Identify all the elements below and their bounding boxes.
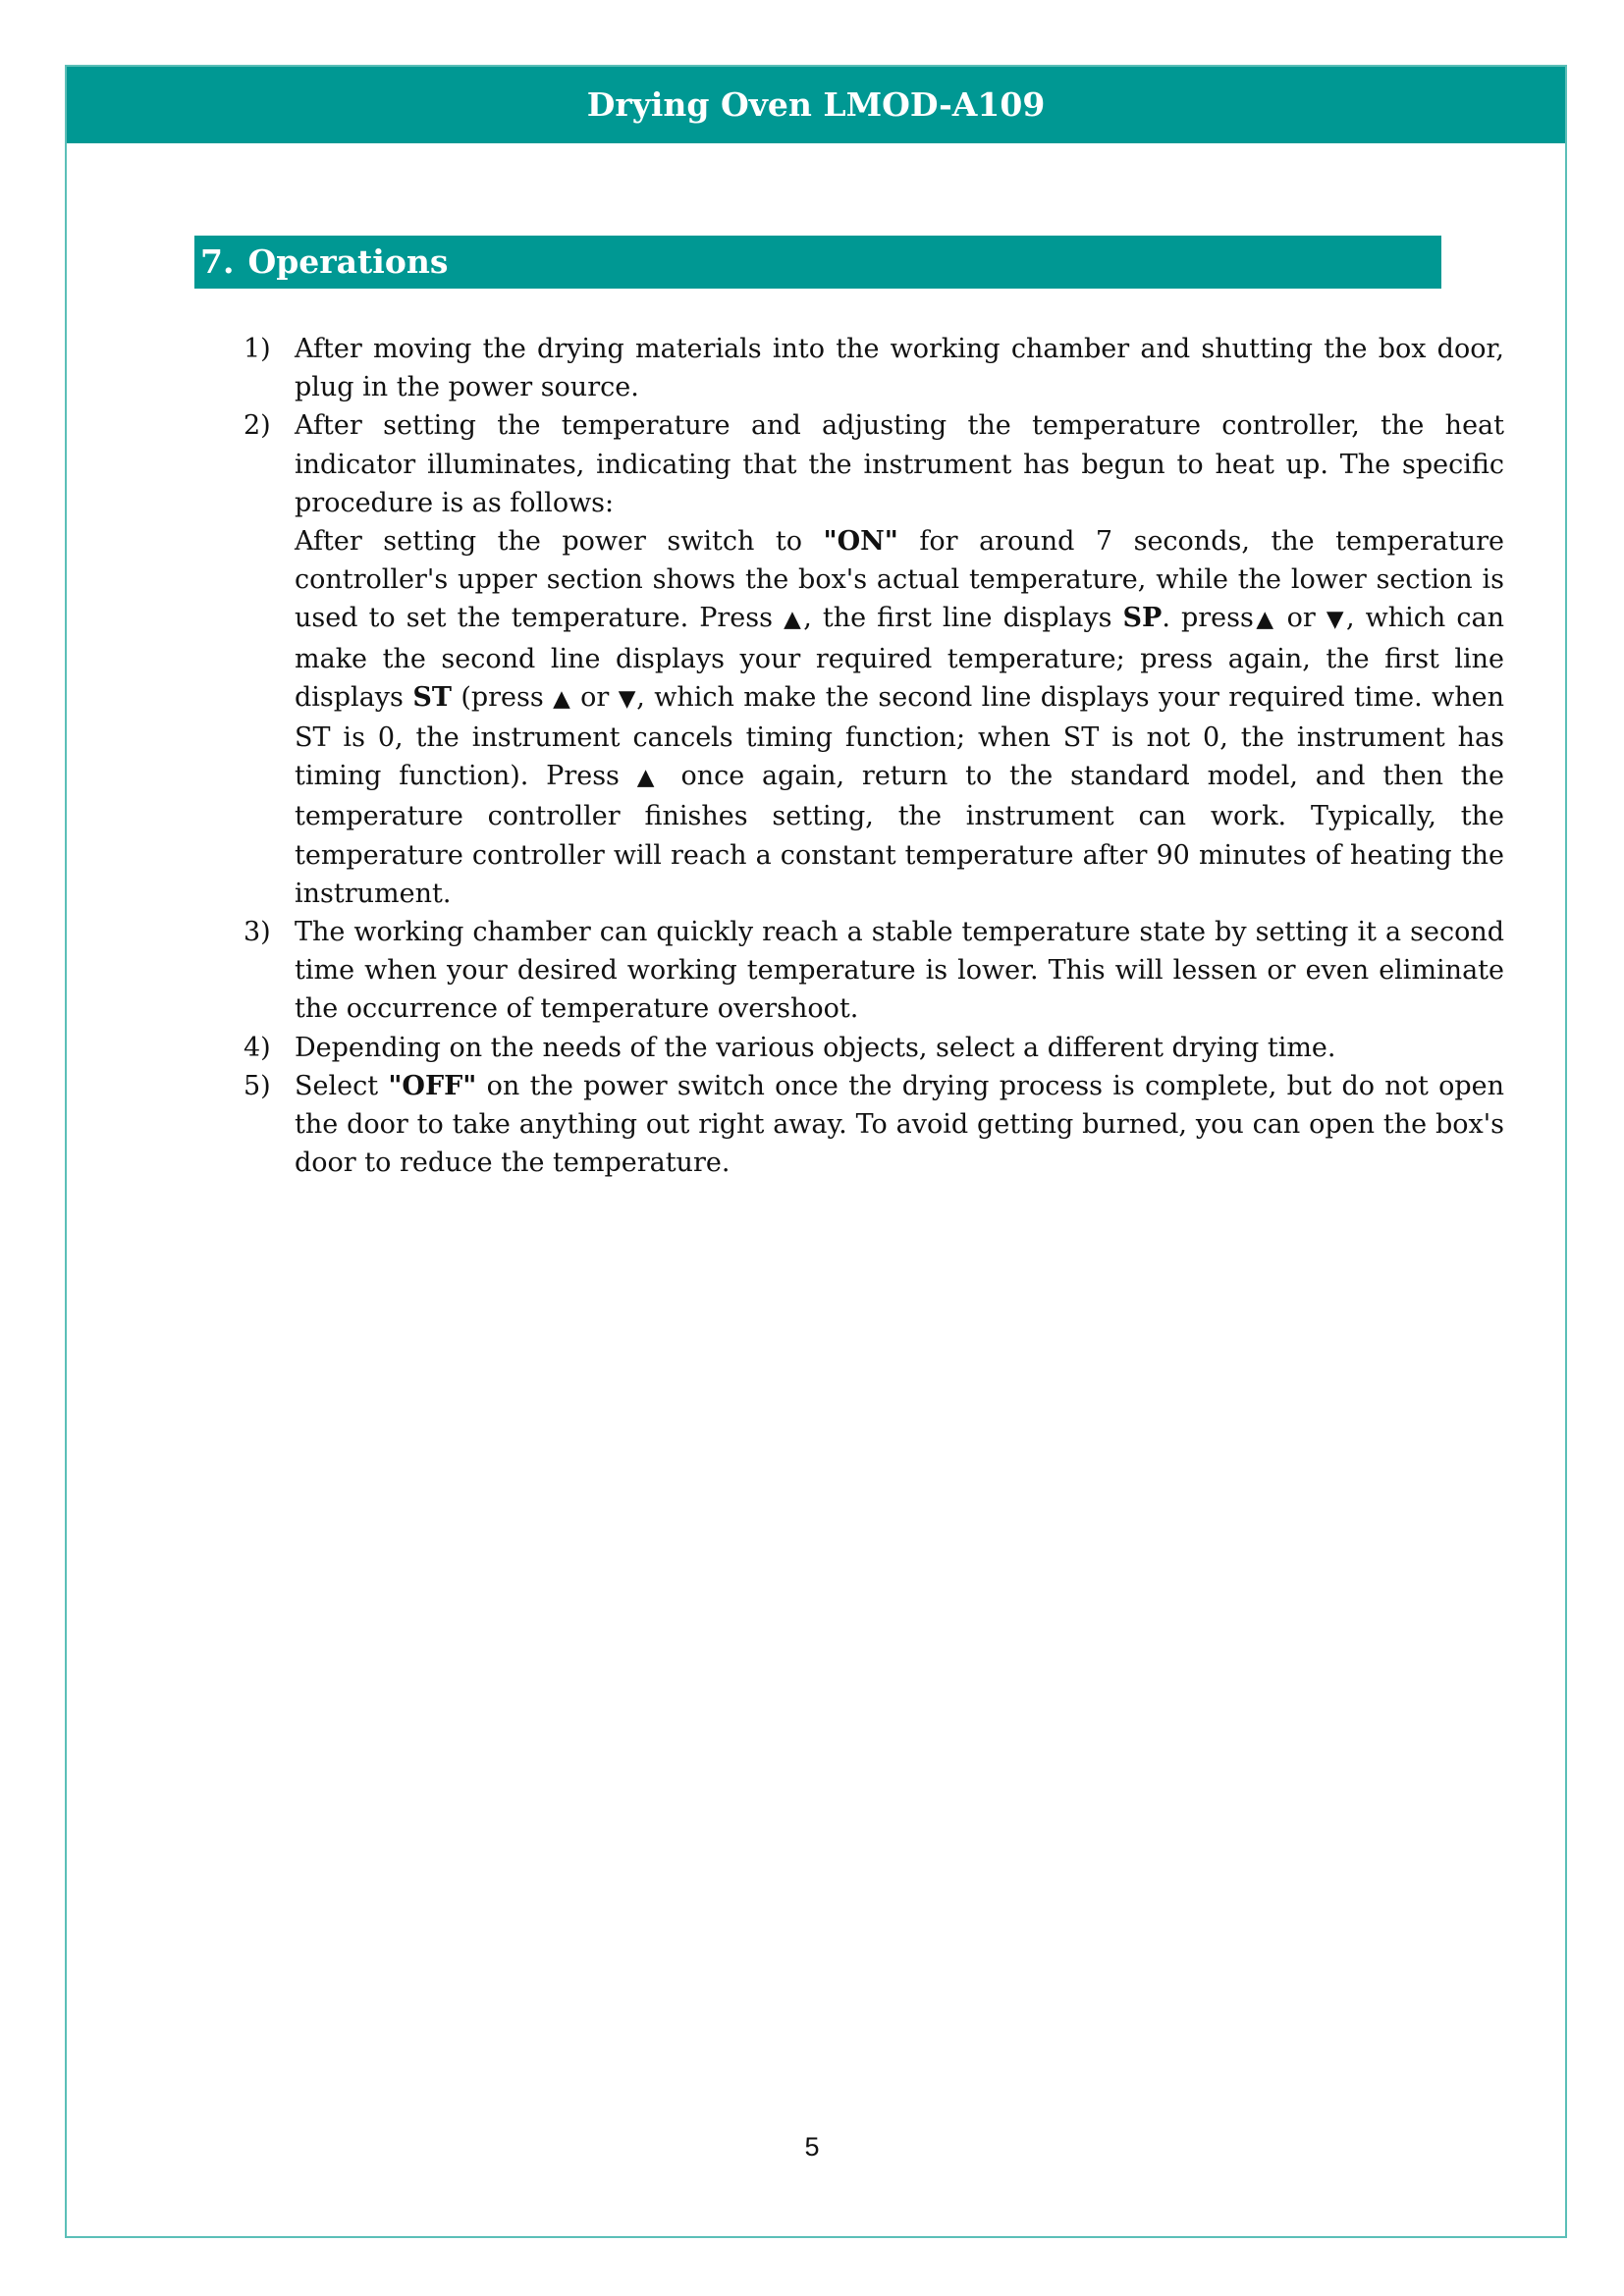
list-item <box>244 330 1504 406</box>
procedure-text: . press <box>1162 603 1254 634</box>
procedure-text: , the first line displays <box>803 603 1123 634</box>
up-arrow-icon: ▲ <box>636 765 664 791</box>
section-number: 7. <box>200 242 235 281</box>
procedure-text: once again, return to the standard model, and then the temperature controller finishes setting, the instrument can work. Typically, the temperature controller will reach a constant temperature after 90 minutes of heating the instrument. <box>295 761 1504 909</box>
document-header <box>67 67 1565 143</box>
procedure-text: for around 7 seconds, the temperature controller's upper section shows the box's actual temperature, while the lower section is used to set the temperature. Press <box>295 526 1504 634</box>
list-item-text: The working chamber can quickly reach a stable temperature state by setting it a second time when your desired working temperature is lower. This will lessen or even eliminate the occurrence of temperature overshoot. <box>295 917 1504 1025</box>
st-label: ST <box>412 681 452 713</box>
list-item-text-part: on the power switch once the drying process is complete, but do not open the door to take anything out right away. To avoid getting burned, you can open the box's door to reduce the temperature. <box>295 1070 1504 1179</box>
document-title: Drying Oven LMOD-A109 <box>586 85 1046 124</box>
list-item-text-part: Select <box>295 1070 389 1101</box>
list-item-number: 1) <box>244 334 271 364</box>
list-item <box>244 406 1504 913</box>
list-item <box>244 1029 1504 1067</box>
down-arrow-icon: ▼ <box>1326 607 1346 633</box>
up-arrow-icon: ▲ <box>784 607 804 633</box>
page-frame <box>65 65 1567 2238</box>
list-item-number: 2) <box>244 410 271 442</box>
up-arrow-icon: ▲ <box>1253 607 1276 633</box>
list-item-text: Depending on the needs of the various objects, select a different drying time. <box>295 1032 1336 1063</box>
list-item-text <box>295 1067 1504 1183</box>
list-item-number: 4) <box>244 1032 271 1063</box>
on-label: "ON" <box>823 526 898 558</box>
list-item-number: 3) <box>244 917 271 948</box>
procedure-text: After setting the power switch to <box>295 526 824 558</box>
list-item <box>244 913 1504 1029</box>
procedure-text: , which make the second line displays your required time. when ST is 0, the instrument cancels timing function; when ST is not 0, the instrument has timing function). Press <box>295 681 1504 792</box>
procedure-text: (press <box>451 681 554 713</box>
procedure-text: or <box>570 681 619 713</box>
down-arrow-icon: ▼ <box>618 685 637 712</box>
operations-list <box>244 330 1504 1182</box>
up-arrow-icon: ▲ <box>553 685 571 712</box>
procedure-text: , which can make the second line displays your required temperature; press again, the first line displays <box>295 603 1504 713</box>
section-heading <box>194 236 1441 289</box>
off-label: "OFF" <box>388 1070 477 1101</box>
procedure-paragraph <box>295 522 1504 913</box>
list-item-number: 5) <box>244 1070 271 1101</box>
procedure-text: or <box>1275 603 1326 634</box>
list-item-text: After moving the drying materials into the working chamber and shutting the box door, plug in the power source. <box>295 334 1504 403</box>
sp-label: SP <box>1122 603 1163 634</box>
page-number: 5 <box>804 2132 820 2162</box>
list-item <box>244 1067 1504 1183</box>
section-title: Operations <box>247 242 449 281</box>
list-item-text: After setting the temperature and adjusting the temperature controller, the heat indicator illuminates, indicating that the instrument has begun to heat up. The specific procedure is as follows: <box>295 410 1504 518</box>
